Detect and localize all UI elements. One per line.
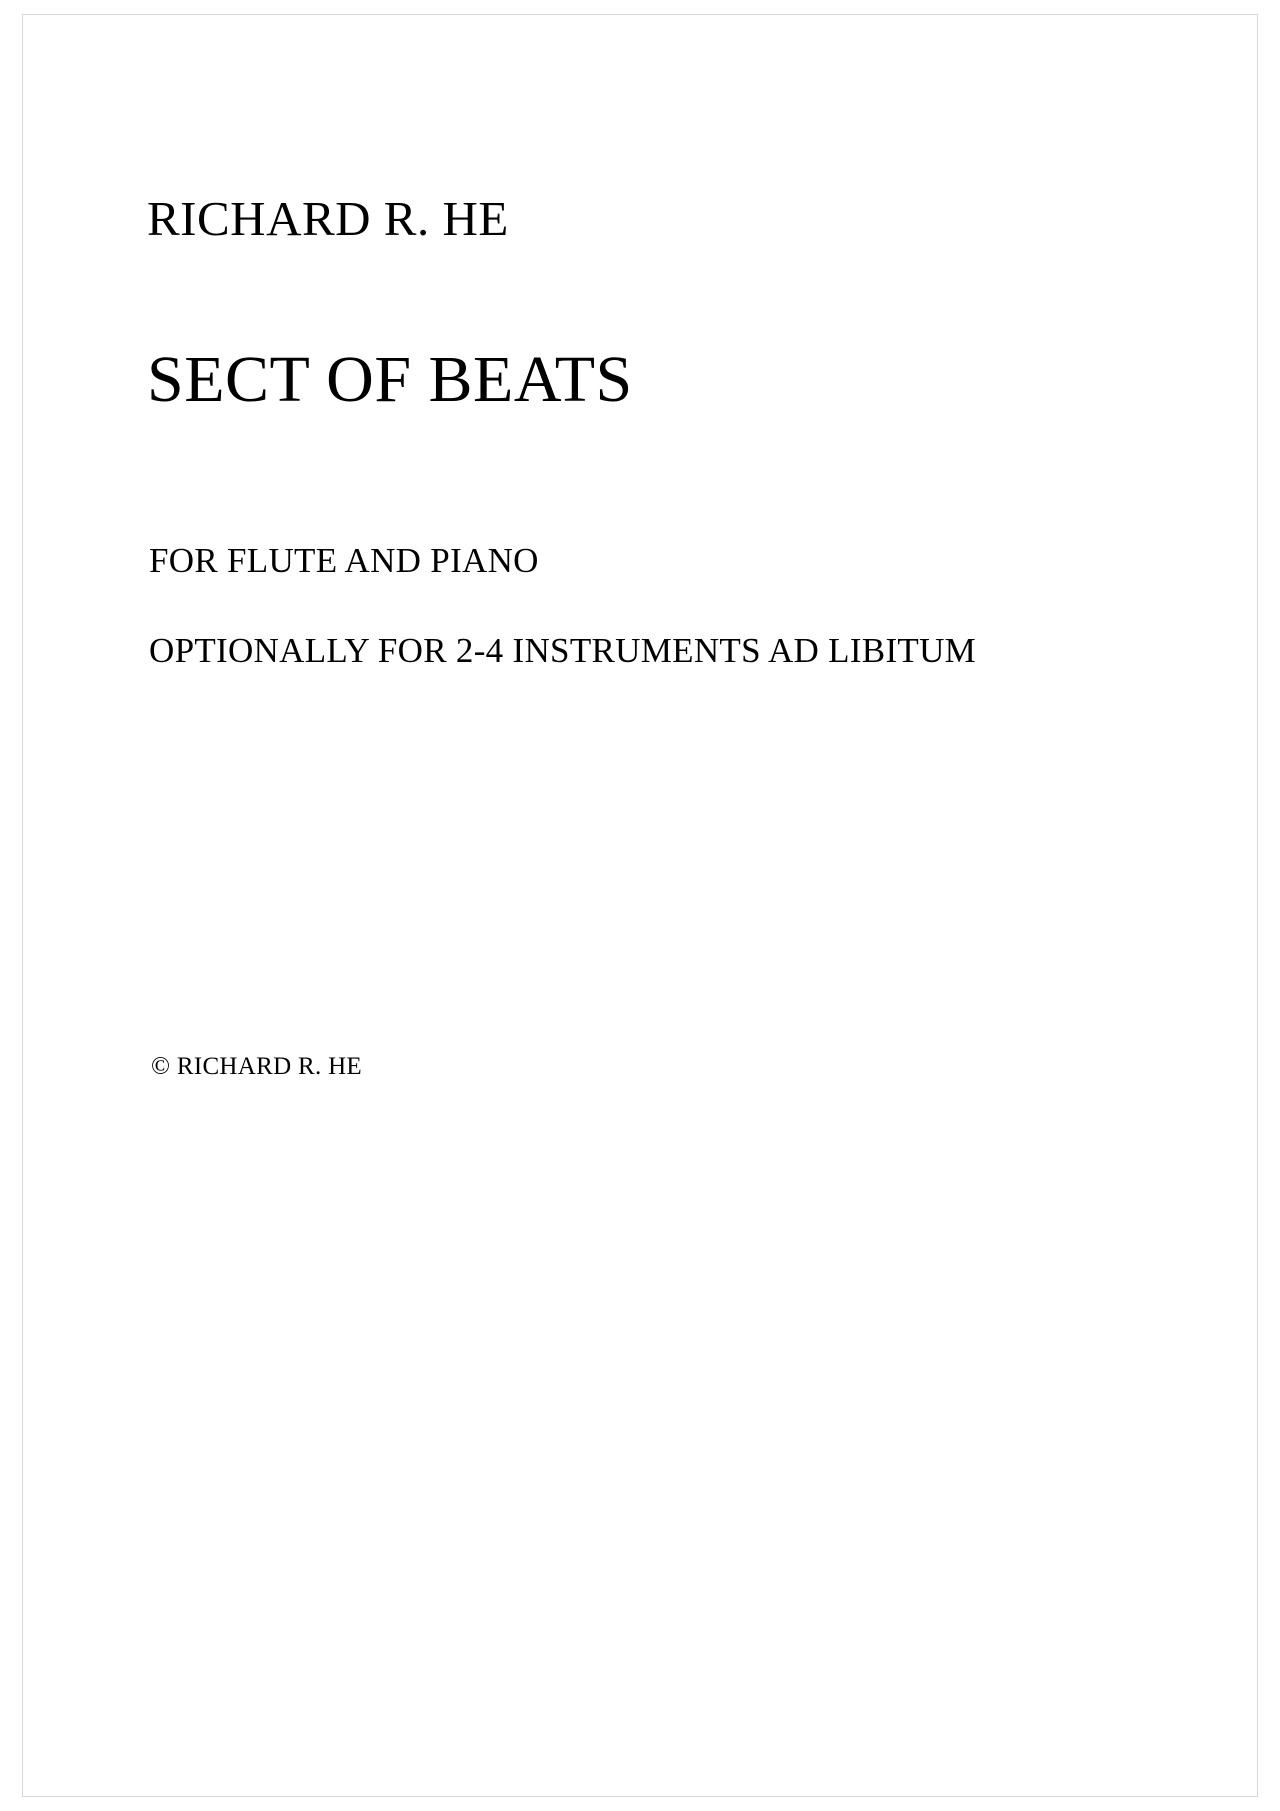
page-sheet bbox=[22, 14, 1258, 1797]
copyright-notice: © RICHARD R. HE bbox=[151, 1053, 363, 1080]
composer-name: RICHARD R. HE bbox=[147, 191, 509, 246]
instrumentation-line: FOR FLUTE AND PIANO bbox=[149, 541, 539, 580]
page-title: SECT OF BEATS bbox=[147, 343, 633, 416]
optional-instrumentation-line: OPTIONALLY FOR 2-4 INSTRUMENTS AD LIBITUM bbox=[149, 631, 977, 670]
